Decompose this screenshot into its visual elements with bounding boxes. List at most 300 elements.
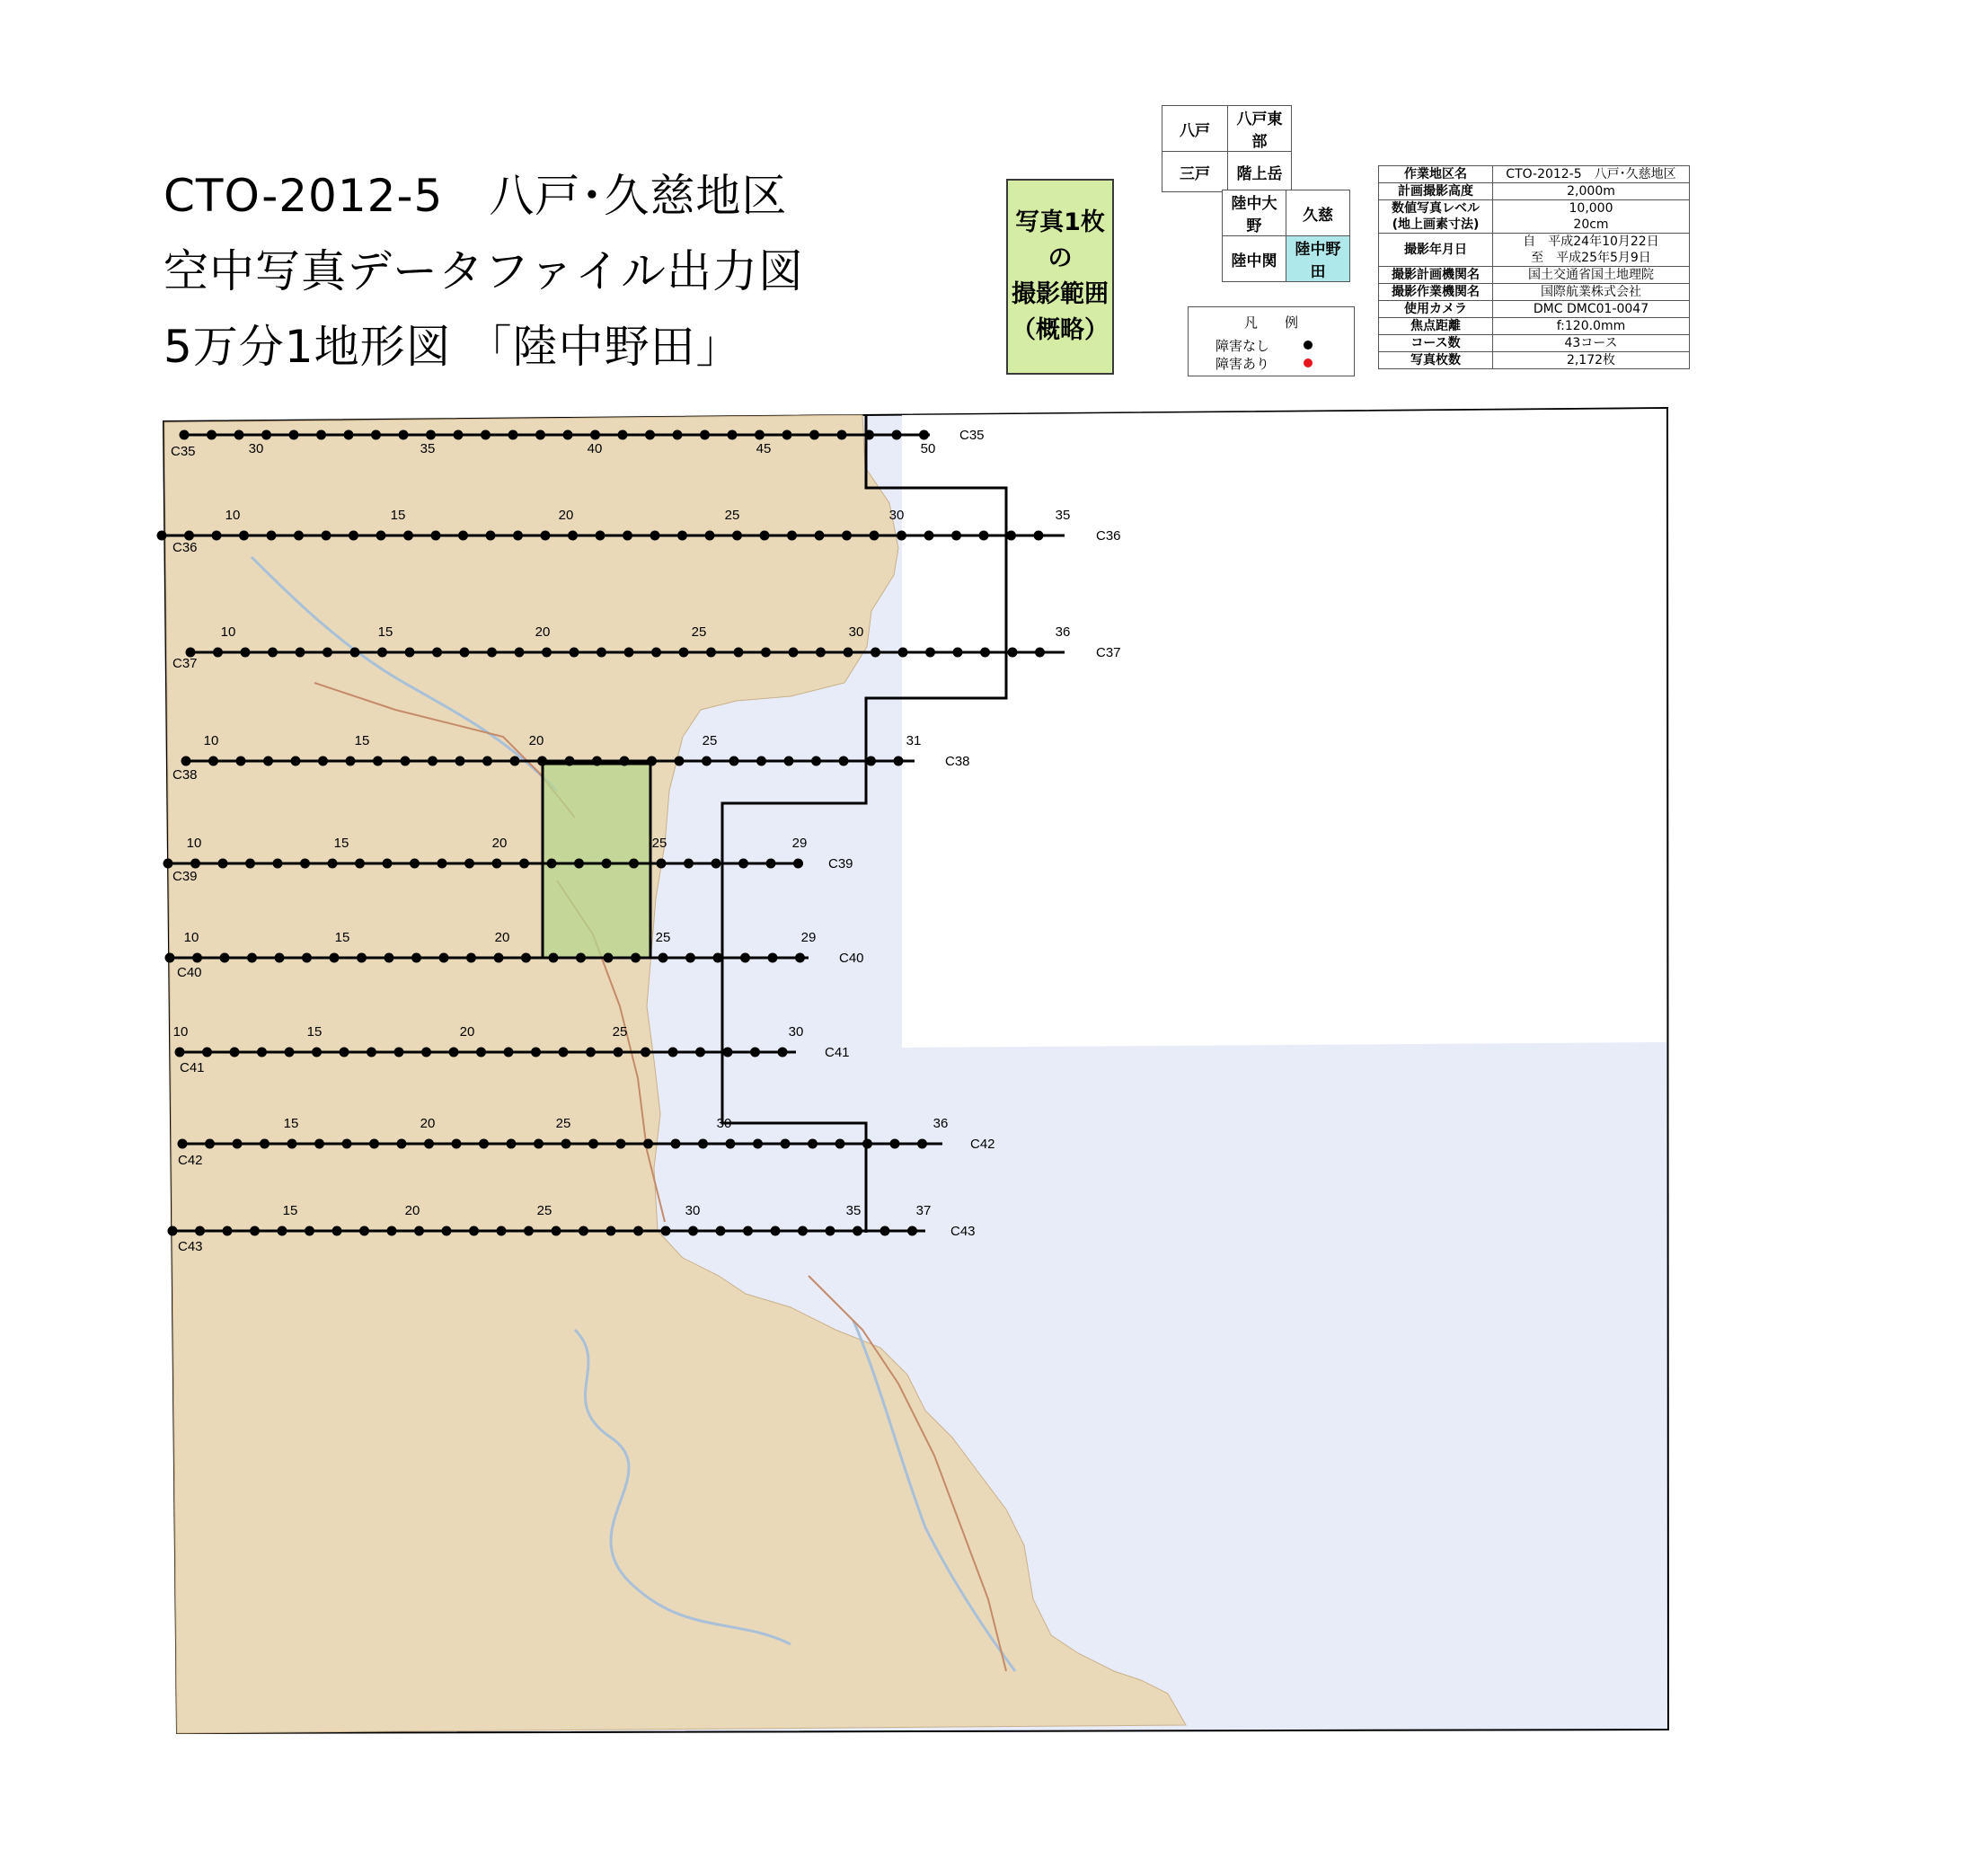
photo-number-label: 30 — [888, 508, 905, 523]
photo-point — [411, 953, 421, 963]
photo-point — [919, 430, 929, 440]
photo-point — [616, 1139, 626, 1149]
title-line-2: 空中写真データファイル出力図 — [164, 245, 804, 297]
photo-point — [657, 859, 667, 869]
photo-point — [793, 859, 803, 869]
photo-point — [647, 757, 657, 766]
coverage-text-2: の — [1047, 244, 1073, 272]
photo-point — [294, 531, 304, 541]
photo-number-label: 25 — [612, 1024, 628, 1040]
photo-point — [760, 531, 770, 541]
photo-number-label: 36 — [1055, 624, 1071, 640]
photo-point — [521, 953, 531, 963]
photo-point — [534, 1139, 544, 1149]
photo-number-label: 45 — [756, 441, 772, 456]
photo-point — [766, 859, 776, 869]
photo-point — [541, 531, 551, 541]
photo-number-label: 10 — [225, 508, 241, 523]
photo-point — [549, 953, 559, 963]
photo-point — [531, 1048, 541, 1057]
photo-point — [1035, 648, 1045, 658]
photo-point — [385, 953, 394, 963]
photo-number-label: 15 — [354, 733, 370, 748]
photo-point — [350, 648, 360, 658]
photo-point — [798, 1226, 808, 1236]
photo-point — [590, 430, 600, 440]
photo-point — [168, 1226, 178, 1236]
photo-point — [438, 859, 447, 869]
photo-point — [756, 757, 766, 766]
photo-point — [494, 953, 504, 963]
photo-point — [314, 1139, 324, 1149]
info-key: 焦点距離 — [1379, 318, 1493, 335]
photo-point — [371, 430, 381, 440]
photo-point — [685, 953, 695, 963]
photo-point — [809, 430, 819, 440]
photo-point — [519, 859, 529, 869]
photo-point — [410, 859, 420, 869]
info-row — [1379, 183, 1690, 200]
photo-point — [787, 531, 797, 541]
photo-point — [405, 648, 415, 658]
photo-point — [734, 648, 744, 658]
photo-point — [439, 953, 449, 963]
info-value: 10,000 20cm — [1493, 200, 1690, 234]
photo-point — [268, 648, 278, 658]
photo-number-label: 10 — [220, 624, 236, 640]
photo-point — [278, 1226, 287, 1236]
photo-point — [455, 757, 465, 766]
photo-point — [624, 648, 634, 658]
photo-point — [369, 1139, 379, 1149]
photo-number-label: 25 — [655, 930, 671, 945]
course-label-right: C37 — [1096, 645, 1121, 660]
photo-point — [184, 531, 194, 541]
photo-point — [247, 953, 257, 963]
photo-point — [504, 1048, 514, 1057]
photo-number-label: 15 — [283, 1116, 299, 1131]
photo-point — [1008, 648, 1018, 658]
uncovered-area — [902, 409, 1666, 1048]
photo-point — [631, 953, 641, 963]
photo-point — [157, 531, 167, 541]
photo-point — [588, 1139, 598, 1149]
photo-point — [180, 430, 190, 440]
index-map-table — [1162, 105, 1292, 192]
coverage-text-4: （概略） — [1012, 316, 1109, 344]
course-label-left: C39 — [172, 869, 198, 884]
photo-point — [537, 757, 547, 766]
info-key: 写真枚数 — [1379, 352, 1493, 369]
photo-number-label: 30 — [788, 1024, 804, 1040]
photo-point — [925, 648, 935, 658]
photo-point — [844, 648, 853, 658]
photo-point — [645, 430, 655, 440]
photo-point — [212, 531, 222, 541]
photo-point — [568, 531, 578, 541]
photo-point — [784, 757, 794, 766]
photo-point — [633, 1226, 643, 1236]
info-key: 撮影作業機関名 — [1379, 284, 1493, 301]
photo-point — [387, 1226, 397, 1236]
photo-point — [469, 1226, 479, 1236]
photo-point — [367, 1048, 376, 1057]
photo-point — [479, 1139, 489, 1149]
info-key: 作業地区名 — [1379, 166, 1493, 183]
photo-point — [508, 430, 518, 440]
photo-point — [761, 648, 771, 658]
photo-number-label: 20 — [528, 733, 544, 748]
photo-point — [323, 648, 332, 658]
course-label-left: C40 — [177, 965, 202, 980]
photo-point — [250, 1226, 260, 1236]
photo-point — [702, 757, 712, 766]
info-key: 撮影年月日 — [1379, 234, 1493, 267]
photo-number-label: 30 — [685, 1203, 701, 1218]
photo-point — [579, 1226, 588, 1236]
photo-point — [454, 430, 464, 440]
info-value: f:120.0mm — [1493, 318, 1690, 335]
index-cell-rikuchu-ono: 陸中大野 — [1223, 190, 1286, 236]
photo-point — [917, 1139, 927, 1149]
photo-point — [241, 648, 251, 658]
photo-point — [458, 531, 468, 541]
photo-point — [842, 531, 852, 541]
photo-point — [597, 648, 606, 658]
photo-point — [738, 859, 748, 869]
photo-point — [207, 430, 217, 440]
photo-point — [753, 1139, 763, 1149]
photo-point — [778, 1048, 788, 1057]
photo-number-label: 20 — [558, 508, 574, 523]
photo-point — [296, 648, 305, 658]
photo-point — [330, 953, 340, 963]
photo-point — [542, 648, 552, 658]
photo-number-label: 20 — [491, 836, 508, 851]
photo-point — [755, 430, 765, 440]
photo-point — [729, 757, 739, 766]
index-map-table-lower — [1222, 190, 1350, 282]
info-value: 国土交通省国土地理院 — [1493, 267, 1690, 284]
course-label-left: C42 — [178, 1153, 203, 1168]
legend-box — [1188, 306, 1355, 376]
photo-point — [239, 531, 249, 541]
photo-point — [620, 757, 630, 766]
photo-point — [414, 1226, 424, 1236]
course-label-right: C43 — [950, 1224, 976, 1239]
photo-point — [650, 531, 660, 541]
course-label-right: C40 — [839, 951, 864, 966]
info-row — [1379, 200, 1690, 234]
photo-point — [291, 757, 301, 766]
info-value: 43コース — [1493, 335, 1690, 352]
course-label-right: C38 — [945, 754, 970, 769]
photo-point — [561, 1139, 571, 1149]
photo-point — [951, 531, 961, 541]
photo-point — [287, 1139, 297, 1149]
photo-point — [574, 859, 584, 869]
photo-point — [164, 859, 173, 869]
photo-point — [695, 1048, 705, 1057]
photo-point — [668, 1048, 678, 1057]
course-label-left: C36 — [172, 540, 198, 555]
photo-point — [641, 1048, 650, 1057]
photo-number-label: 35 — [420, 441, 436, 456]
info-key: 撮影計画機関名 — [1379, 267, 1493, 284]
photo-point — [175, 1048, 185, 1057]
photo-point — [421, 1048, 431, 1057]
photo-point — [743, 1226, 753, 1236]
photo-point — [432, 648, 442, 658]
photo-point — [602, 859, 612, 869]
photo-point — [547, 859, 557, 869]
photo-point — [305, 1226, 314, 1236]
info-value: 2,172枚 — [1493, 352, 1690, 369]
photo-point — [507, 1139, 517, 1149]
photo-point — [431, 531, 441, 541]
index-cell-hachinohe-east: 八戸東部 — [1228, 106, 1292, 152]
photo-point — [452, 1139, 462, 1149]
photo-point — [781, 1139, 791, 1149]
photo-point — [223, 1226, 233, 1236]
photo-point — [273, 859, 283, 869]
photo-point — [466, 953, 476, 963]
legend-item-obstructed: 障害あり — [1215, 356, 1270, 372]
photo-point — [322, 531, 331, 541]
info-key: 計画撮影高度 — [1379, 183, 1493, 200]
photo-point — [629, 859, 639, 869]
photo-point — [866, 757, 876, 766]
photo-point — [275, 953, 285, 963]
photo-point — [190, 859, 200, 869]
photo-point — [476, 1048, 486, 1057]
photo-point — [659, 953, 668, 963]
info-key: コース数 — [1379, 335, 1493, 352]
photo-point — [230, 1048, 240, 1057]
photo-point — [853, 1226, 862, 1236]
photo-point — [684, 859, 694, 869]
photo-point — [178, 1139, 188, 1149]
photo-point — [213, 648, 223, 658]
photo-point — [486, 531, 496, 541]
photo-point — [870, 531, 880, 541]
photo-number-label: 10 — [203, 733, 219, 748]
photo-point — [768, 953, 778, 963]
photo-point — [592, 757, 602, 766]
photo-point — [165, 953, 175, 963]
info-key: 数値写真レベル (地上画素寸法) — [1379, 200, 1493, 234]
photo-point — [399, 430, 409, 440]
photo-point — [677, 531, 687, 541]
photo-point — [318, 757, 328, 766]
info-key: 使用カメラ — [1379, 301, 1493, 318]
photo-point — [312, 1048, 322, 1057]
info-row — [1379, 267, 1690, 284]
photo-point — [565, 757, 575, 766]
photo-point — [346, 757, 356, 766]
photo-point — [1034, 531, 1044, 541]
info-value: 2,000m — [1493, 183, 1690, 200]
course-label-right: C41 — [825, 1045, 850, 1060]
photo-point — [880, 1226, 890, 1236]
photo-point — [837, 430, 847, 440]
photo-point — [205, 1139, 215, 1149]
photo-point — [192, 953, 202, 963]
coverage-legend-box — [1006, 179, 1114, 375]
photo-point — [826, 1226, 835, 1236]
course-label-right: C35 — [959, 428, 985, 443]
photo-number-label: 30 — [848, 624, 864, 640]
course-label-left: C38 — [172, 767, 198, 783]
title-line-3: 5万分1地形図 「陸中野田」 — [164, 321, 742, 373]
photo-point — [289, 430, 299, 440]
photo-point — [261, 430, 271, 440]
photo-point — [340, 1048, 349, 1057]
info-row — [1379, 301, 1690, 318]
photo-number-label: 15 — [377, 624, 393, 640]
photo-point — [492, 859, 502, 869]
photo-number-label: 20 — [459, 1024, 475, 1040]
photo-point — [257, 1048, 267, 1057]
info-row — [1379, 166, 1690, 183]
photo-number-label: 31 — [906, 733, 922, 748]
photo-point — [723, 1048, 733, 1057]
photo-point — [218, 859, 228, 869]
photo-point — [357, 953, 367, 963]
photo-point — [377, 648, 387, 658]
legend-item-clear: 障害なし — [1215, 338, 1270, 354]
photo-number-label: 29 — [791, 836, 808, 851]
photo-number-label: 25 — [702, 733, 718, 748]
photo-point — [864, 430, 874, 440]
photo-number-label: 25 — [724, 508, 740, 523]
info-table — [1378, 165, 1690, 369]
photo-point — [614, 1048, 623, 1057]
photo-point — [349, 531, 358, 541]
photo-point — [403, 531, 413, 541]
photo-point — [487, 648, 497, 658]
photo-point — [811, 757, 821, 766]
photo-point — [428, 757, 438, 766]
photo-point — [705, 531, 715, 541]
photo-point — [890, 1139, 900, 1149]
course-label-left: C41 — [180, 1060, 205, 1075]
info-value: CTO-2012-5 八戸･久慈地区 — [1493, 166, 1690, 183]
photo-point — [907, 1226, 917, 1236]
info-row — [1379, 352, 1690, 369]
photo-point — [181, 757, 191, 766]
photo-point — [894, 757, 904, 766]
legend-dot-red — [1304, 358, 1313, 367]
photo-point — [673, 430, 683, 440]
index-cell-rikuchu-seki: 陸中関 — [1223, 236, 1286, 282]
photo-point — [442, 1226, 452, 1236]
photo-point — [698, 1139, 708, 1149]
photo-number-label: 30 — [248, 441, 264, 456]
photo-point — [979, 531, 989, 541]
photo-point — [524, 1226, 534, 1236]
photo-point — [679, 648, 689, 658]
photo-number-label: 15 — [390, 508, 406, 523]
photo-point — [700, 430, 710, 440]
photo-point — [342, 1139, 352, 1149]
photo-point — [202, 1048, 212, 1057]
legend-heading: 凡 例 — [1243, 314, 1298, 331]
course-label-left: C35 — [171, 444, 196, 459]
photo-number-label: 40 — [587, 441, 603, 456]
photo-point — [245, 859, 255, 869]
photo-point — [449, 1048, 459, 1057]
photo-point — [220, 953, 230, 963]
photo-point — [897, 531, 906, 541]
photo-point — [376, 531, 386, 541]
photo-point — [482, 757, 492, 766]
photo-point — [771, 1226, 781, 1236]
photo-point — [980, 648, 990, 658]
info-row — [1379, 318, 1690, 335]
photo-point — [892, 430, 902, 440]
info-value: 自 平成24年10月22日 至 平成25年5月9日 — [1493, 234, 1690, 267]
photo-point — [208, 757, 218, 766]
photo-point — [424, 1139, 434, 1149]
photo-point — [661, 1226, 671, 1236]
info-row — [1379, 234, 1690, 267]
photo-number-label: 50 — [920, 441, 936, 456]
photo-point — [604, 953, 614, 963]
course-label-right: C42 — [970, 1137, 995, 1152]
info-value: 国際航業株式会社 — [1493, 284, 1690, 301]
photo-point — [233, 1139, 243, 1149]
photo-point — [510, 757, 520, 766]
photo-point — [623, 531, 632, 541]
photo-point — [328, 859, 338, 869]
photo-number-label: 20 — [494, 930, 510, 945]
photo-point — [716, 1226, 726, 1236]
photo-point — [728, 430, 738, 440]
photo-point — [570, 648, 579, 658]
photo-point — [397, 1139, 407, 1149]
index-cell-hachinohe: 八戸 — [1162, 106, 1228, 152]
photo-point — [953, 648, 963, 658]
photo-point — [706, 648, 716, 658]
photo-point — [712, 859, 721, 869]
photo-point — [195, 1226, 205, 1236]
photo-point — [464, 859, 474, 869]
photo-point — [481, 430, 491, 440]
photo-number-label: 15 — [333, 836, 349, 851]
photo-point — [643, 1139, 653, 1149]
photo-number-label: 10 — [186, 836, 202, 851]
info-row — [1379, 284, 1690, 301]
photo-number-label: 20 — [535, 624, 551, 640]
photo-point — [576, 953, 586, 963]
photo-point — [236, 757, 246, 766]
photo-point — [426, 430, 436, 440]
photo-point — [401, 757, 411, 766]
photo-point — [795, 953, 805, 963]
photo-point — [552, 1226, 561, 1236]
title-line-1: CTO-2012-5 八戸･久慈地区 — [164, 170, 788, 222]
photo-number-label: 37 — [915, 1203, 932, 1218]
photo-point — [359, 1226, 369, 1236]
photo-number-label: 20 — [404, 1203, 420, 1218]
photo-number-label: 35 — [1055, 508, 1071, 523]
photo-point — [898, 648, 908, 658]
photo-point — [750, 1048, 760, 1057]
photo-point — [732, 531, 742, 541]
course-label-right: C36 — [1096, 528, 1121, 544]
photo-point — [1006, 531, 1016, 541]
